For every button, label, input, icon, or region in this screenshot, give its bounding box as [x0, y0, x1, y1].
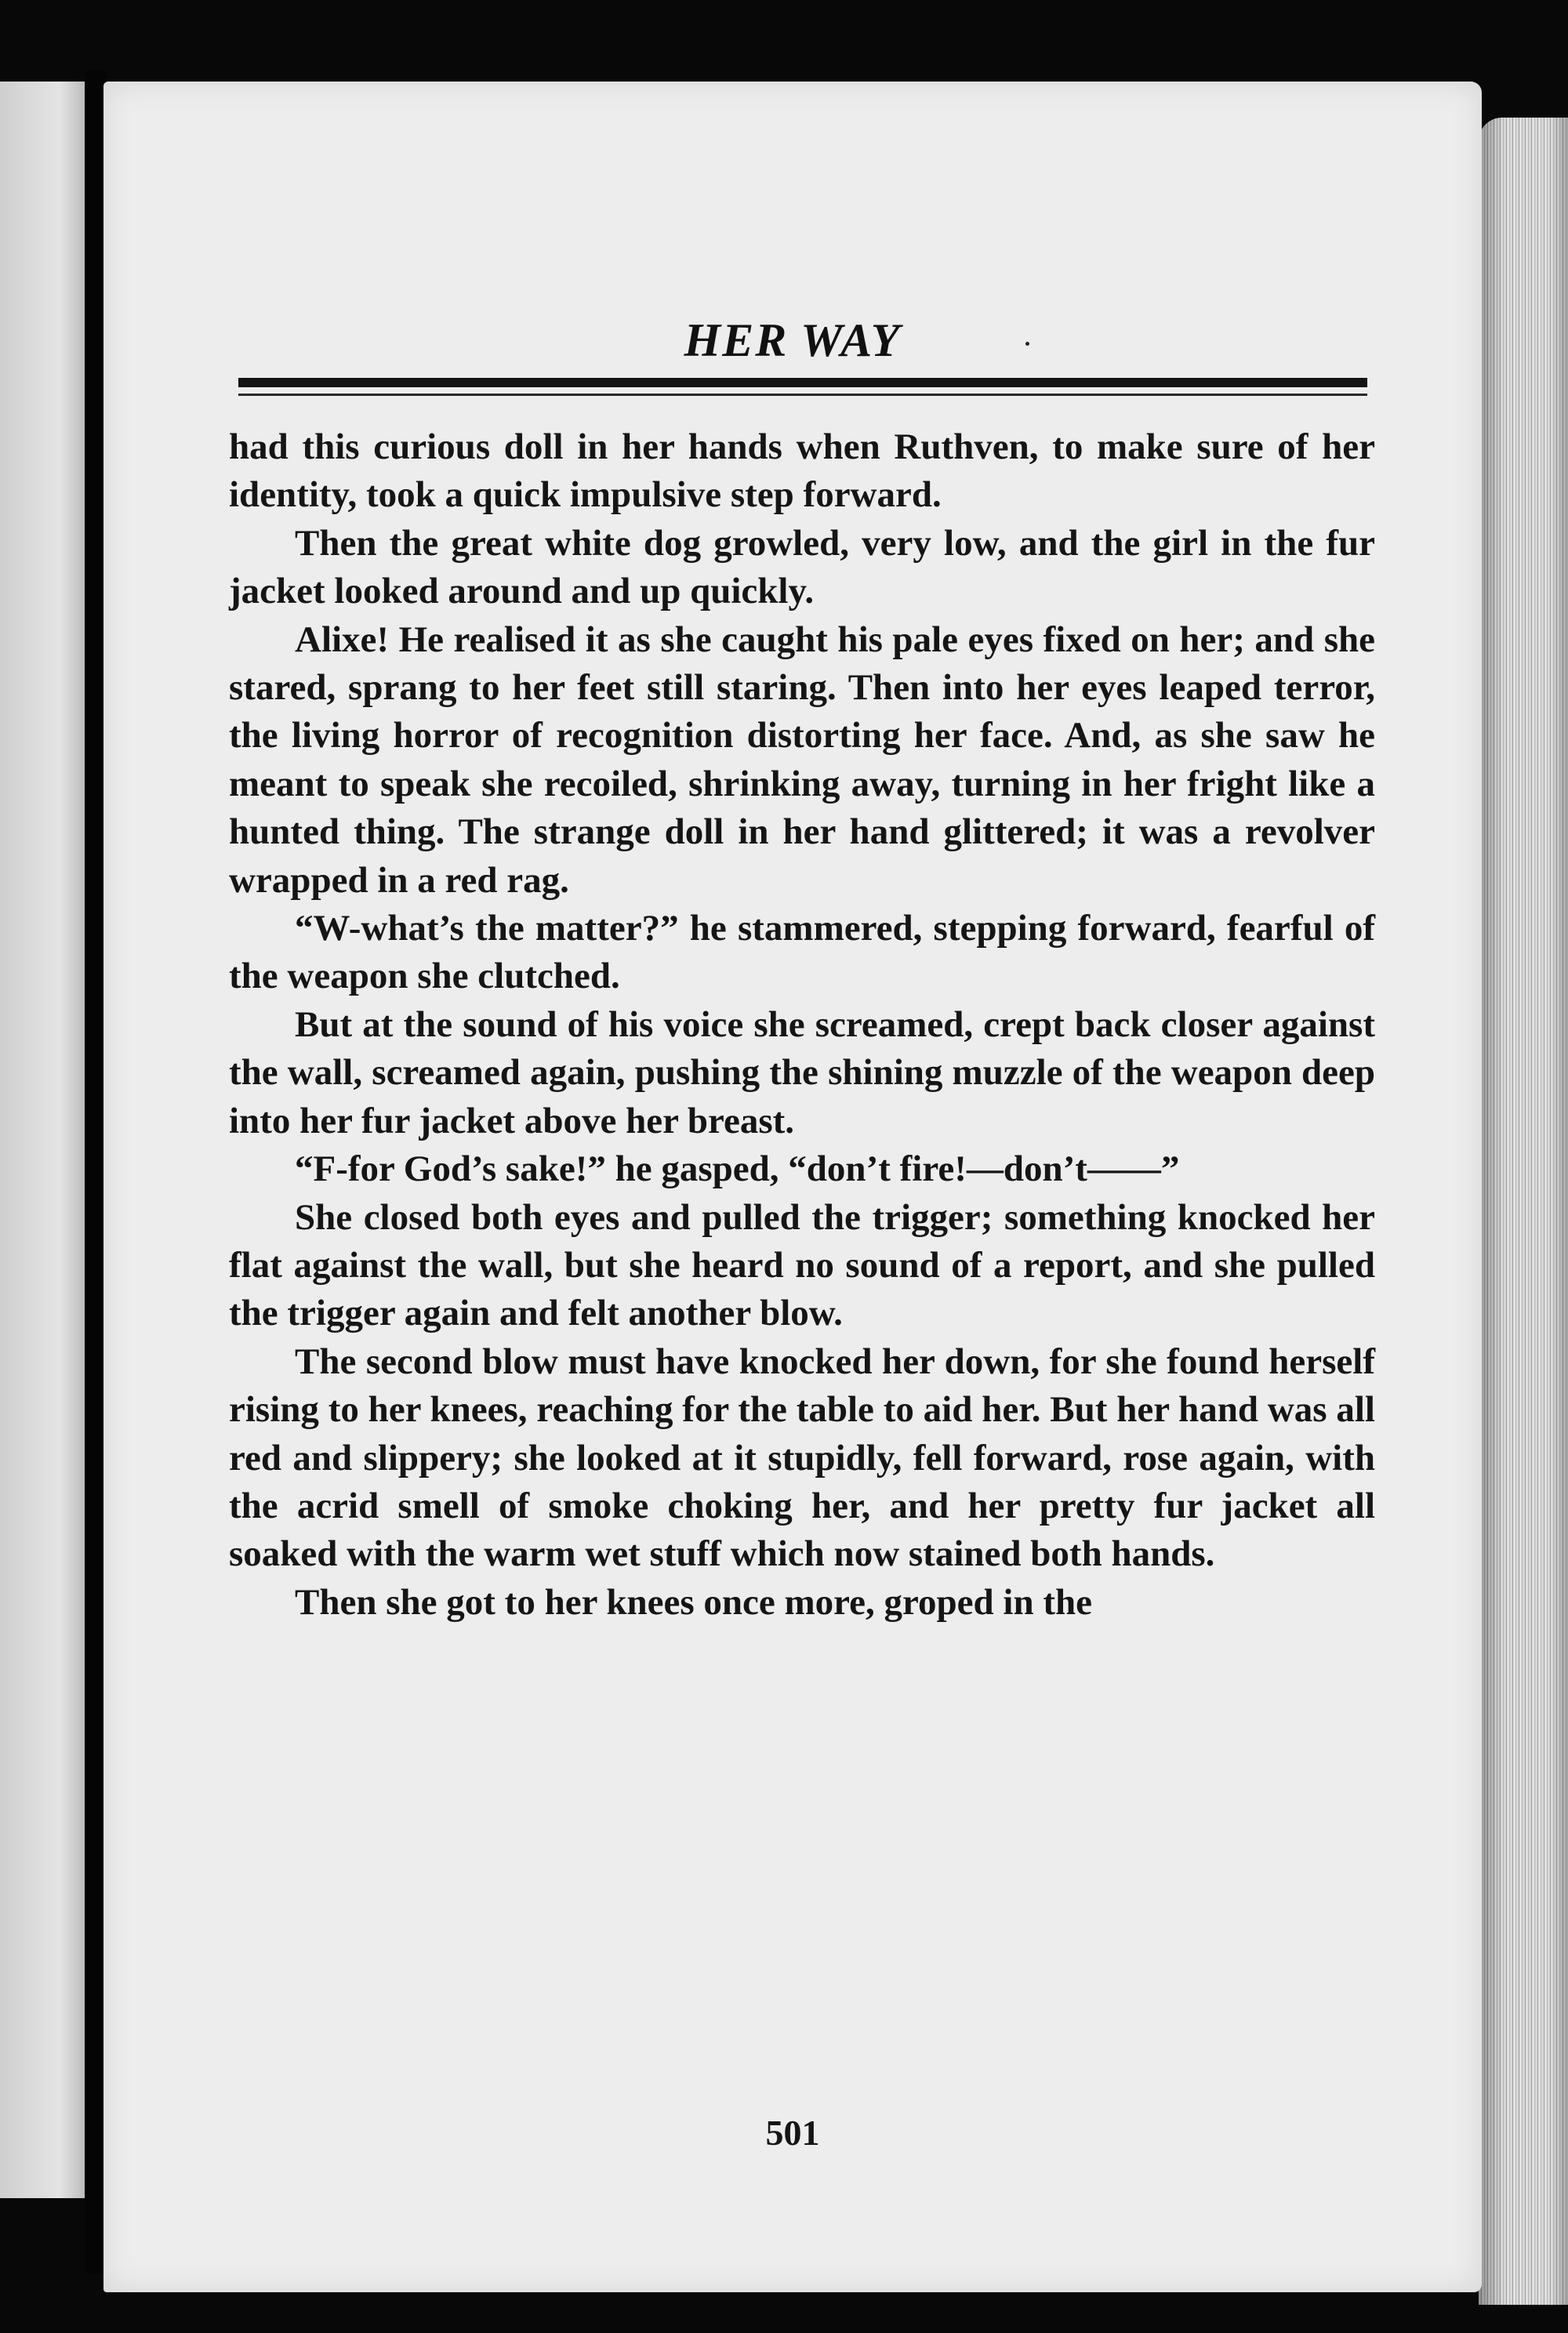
paragraph: had this curious doll in her hands when Ruthven, to make sure of her identity, took a quick impulsive step forward. [229, 426, 1375, 516]
paragraph: She closed both eyes and pulled the trigger; something knocked her flat against the wall, but she heard no sound of a report, and she pulled the trigger again and felt another blow. [229, 1196, 1375, 1334]
paragraph: Then she got to her knees once more, groped in the [295, 1581, 1093, 1623]
facing-page-edge [0, 82, 85, 2198]
paragraph: Then the great white dog growled, very low, and the girl in the fur jacket looked around and up quickly. [229, 522, 1375, 612]
paragraph: But at the sound of his voice she screamed, crept back closer against the wall, screamed again, pushing the shining muzzle of the weapon deep into her fur jacket above her breast. [229, 1003, 1375, 1141]
page-number: 501 [765, 2113, 820, 2153]
book-page [103, 82, 1482, 2292]
paragraph: “F-for God’s sake!” he gasped, “don’t fire!—don’t——” [295, 1148, 1180, 1190]
paragraph: “W-what’s the matter?” he stammered, stepping forward, fearful of the weapon she clutched. [229, 908, 1375, 997]
header-rule-thin [238, 394, 1367, 396]
body-text [229, 423, 1375, 1627]
running-head: HER WAY [684, 314, 902, 366]
paragraph: The second blow must have knocked her down, for she found herself rising to her knees, reaching for the table to aid her. But her hand was all red and slippery; she looked at it stupidly, fell forward, rose again, with the acrid smell of smoke choking her, and her pretty fur jacket all soaked with the warm wet stuff which now stained both hands. [229, 1341, 1375, 1575]
header-rule-thick [238, 378, 1367, 387]
paragraph: Alixe! He realised it as she caught his pale eyes fixed on her; and she stared, sprang to her feet still staring. Then into her eyes leaped terror, the living horror of recognition distorting her face. And, as she saw he meant to speak she recoiled, shrinking away, turning in her fright like a hunted thing. The strange doll in her hand glittered; it was a revolver wrapped in a red rag. [229, 619, 1375, 901]
page-stack-shadow [1479, 118, 1568, 2305]
ink-speck [1025, 342, 1029, 346]
